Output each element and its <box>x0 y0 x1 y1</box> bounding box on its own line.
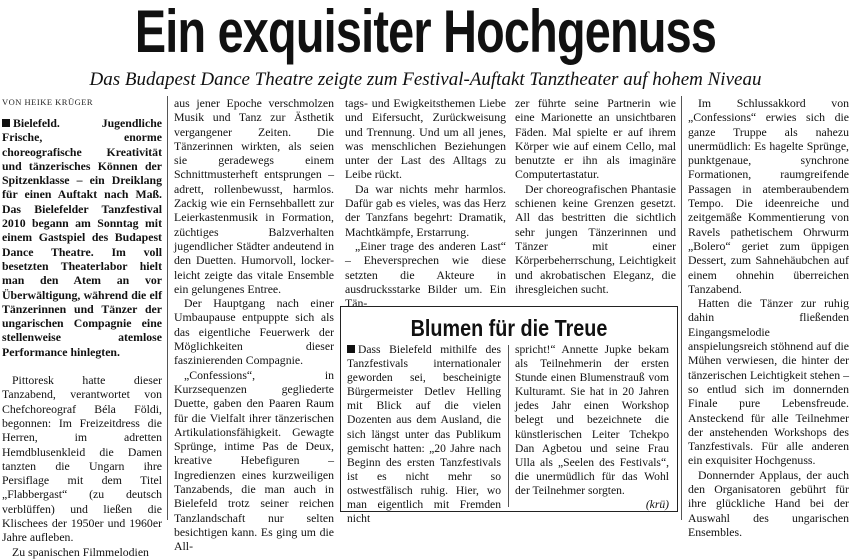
box-text: Dass Bielefeld mithilfe des Tanzfestivals internationaler geworden sei, bescheinigte Bürgermeister Detlev Helling mit Blick auf die vielen Dozenten aus dem Ausland, die sich längst unter das Publikum gemischt hatten: „20 Jahre nach Beginn des ersten Tanzfestivals ist es nicht mehr so ostwestfälisch ruhig. Hier, wo man eigentlich mit Fremden nicht <box>347 343 501 526</box>
column-4 <box>515 96 676 302</box>
lead-paragraph <box>2 116 162 359</box>
paragraph: Donnernder Applaus, der auch den Organisatoren gebührt für ihre glückliche Hand bei der Auswahl des ungarischen Ensembles. <box>688 467 849 539</box>
column-3 <box>345 96 506 311</box>
paragraph: Im Schlussakkord von „Confessions“ erwies sich die ganze Truppe als nahezu unermüdlich: Es hagelte Sprünge, punktgenaue, synchrone Formationen, raumgreifende Passagen in atemberaubendem Tempo. Die ideenreiche und zeitgemäße Kommentierung von Ravels pathetischem Ohrwurm „Bolero“ geriet zum üppigen Dessert, zum Sahnehäubchen auf einem ohnehin überreichen Tanzabend. <box>688 96 849 296</box>
column-2 <box>174 96 334 554</box>
paragraph: Da war nichts mehr harmlos. Dafür gab es vieles, was das Herz der Tanzfans begehrt: Dramatik, Machtkämpfe, Erstarrung. <box>345 181 506 239</box>
paragraph: Pittoresk hatte dieser Tanzabend, verantwortet von Chefchoreograf Béla Földi, begonnen: Im Freizeitdress die Herren, im adretten Hemdblusenkleid die Damen tanzten die Ungarn ihre Persiflage mit dem Titel „Flabbergast“ (zu deutsch verblüffen) und ließen die Klischees der 1950er und 1960er Jahre aufleben. <box>2 373 162 545</box>
byline: VON HEIKE KRÜGER <box>2 97 94 107</box>
box-title: Blumen für die Treue <box>410 315 608 341</box>
lead-text: Bielefeld. Jugendliche Frische, enorme choreografische Kreativität und tänzerisches Können der Spitzenklasse – ein Dreiklang für einen Auftakt nach Maß. Das Bielefelder Tanzfestival 2010 begann am Sonntag mit einem Gastspiel des Budapest Dance Theatre. Im voll besetzten Theaterlabor hielt man den Atem an vor Überwältigung, während die elf Tänzerinnen und Tänzer der ungarischen Compagnie eine stellenweise atemlose Performance hinlegten. <box>2 116 162 359</box>
sidebar-box <box>340 306 678 526</box>
box-column-divider <box>508 345 509 507</box>
bullet-square-icon <box>347 345 355 353</box>
column-divider <box>681 96 682 520</box>
author-signature: (krü) <box>645 498 669 512</box>
box-paragraph: spricht!“ Annette Jupke bekam als Teilnehmerin der ersten Stunde einen Blumenstrauß vom Kulturamt. Sie hat in 20 Jahren jedes Jahr einen Workshop belegt und bezeichnete die künstlerischen Leiter Tchekpo Dan Agbetou und seine Frau Ulla als „Seelen des Festivals“, die unermüdlich für das Wohl der Teilnehmer sorgten. <box>515 343 669 497</box>
bullet-square-icon <box>2 119 10 127</box>
box-column-2 <box>515 343 669 512</box>
paragraph: tags- und Ewigkeitsthemen Liebe und Eifersucht, Zurückweisung und Trennung. Und um all jenes, was menschlichen Beziehungen unter der Last des Alltags zu Leibe rückt. <box>345 96 506 182</box>
column-divider <box>167 96 168 520</box>
paragraph: Zu spanischen Filmmelodien <box>12 544 149 559</box>
paragraph: zer führte seine Partnerin wie eine Marionette an unsichtbaren Fäden. Mal spielte er auf ihrem Körper wie auf einem Cello, mal benutzte er ihn als imaginäre Computertastatur. <box>515 96 676 182</box>
paragraph: aus jener Epoche verschmolzen Musik und Tanz zur Ästhetik vergangener Zeiten. Die Tänzerinnen wirkten, als seien sie geradewegs einem Schnittmusterheft entsprungen – adrett, rollenbewusst, harmlos. Zackig wie ein Fernsehballett zur Leierkastenmusik in Formation, züchtiges Balzverhalten jugendlicher Städter andeutend in den Duetten. Humorvoll, locker-leicht zeigte das vitale Ensemble ein gelungenes Entree. <box>174 96 334 296</box>
paragraph: Der choreografischen Phantasie schienen keine Grenzen gesetzt. All das bestritten die sichtlich sehr jungen Tänzerinnen und Tänzer mit einer Körperbeherrschung, Leichtigkeit und akrobatischen Eleganz, die ihresgleichen sucht. <box>515 181 676 296</box>
box-paragraph <box>347 343 501 526</box>
column-1 <box>2 96 162 559</box>
headline: Ein exquisiter Hochgenuss <box>134 0 717 65</box>
paragraph: Hatten die Tänzer zur ruhig dahin fließenden Eingangsmelodie anspielungsreich stöhnend auf die Mühen verwiesen, die hinter der tänzerischen Leichtigkeit stehen – so entlud sich im donnernden Finale pure Lebensfreude. Ansteckend für alle Teilnehmer der anstehenden Workshops des Tanzfestivals. Für alle anderen ein exquisiter Hochgenuss. <box>688 296 849 468</box>
subheadline: Das Budapest Dance Theatre zeigte zum Festival-Auftakt Tanztheater auf hohem Niveau <box>89 69 762 90</box>
paragraph: Der Hauptgang nach einer Umbaupause entpuppte sich als das eigentliche Feuerwerk der Möglichkeiten dieser faszinierenden Compagnie. <box>174 296 334 368</box>
paragraph: „Confessions“, in Kurzsequenzen gegliederte Duette, gaben den Paaren Raum für die Vielfalt ihrer tänzerischen Artikulationsfähigkeit. Gewagte Sprünge, intime Pas de Deux, kreative Hebefiguren – Ingredienzen eines kurzweiligen Tanzabends, die man auch in Bielefeld trotz seiner reichen Tanzlandschaft nur selten besichtigen kann. Es ging um die All- <box>174 367 334 554</box>
box-column-1 <box>347 343 501 526</box>
paragraph: „Einer trage des anderen Last“ – Eheversprechen wie diese setzten die Akteure in ausdrucksstarke Bilder um. Ein Tän- <box>345 238 506 311</box>
column-5 <box>688 96 849 539</box>
